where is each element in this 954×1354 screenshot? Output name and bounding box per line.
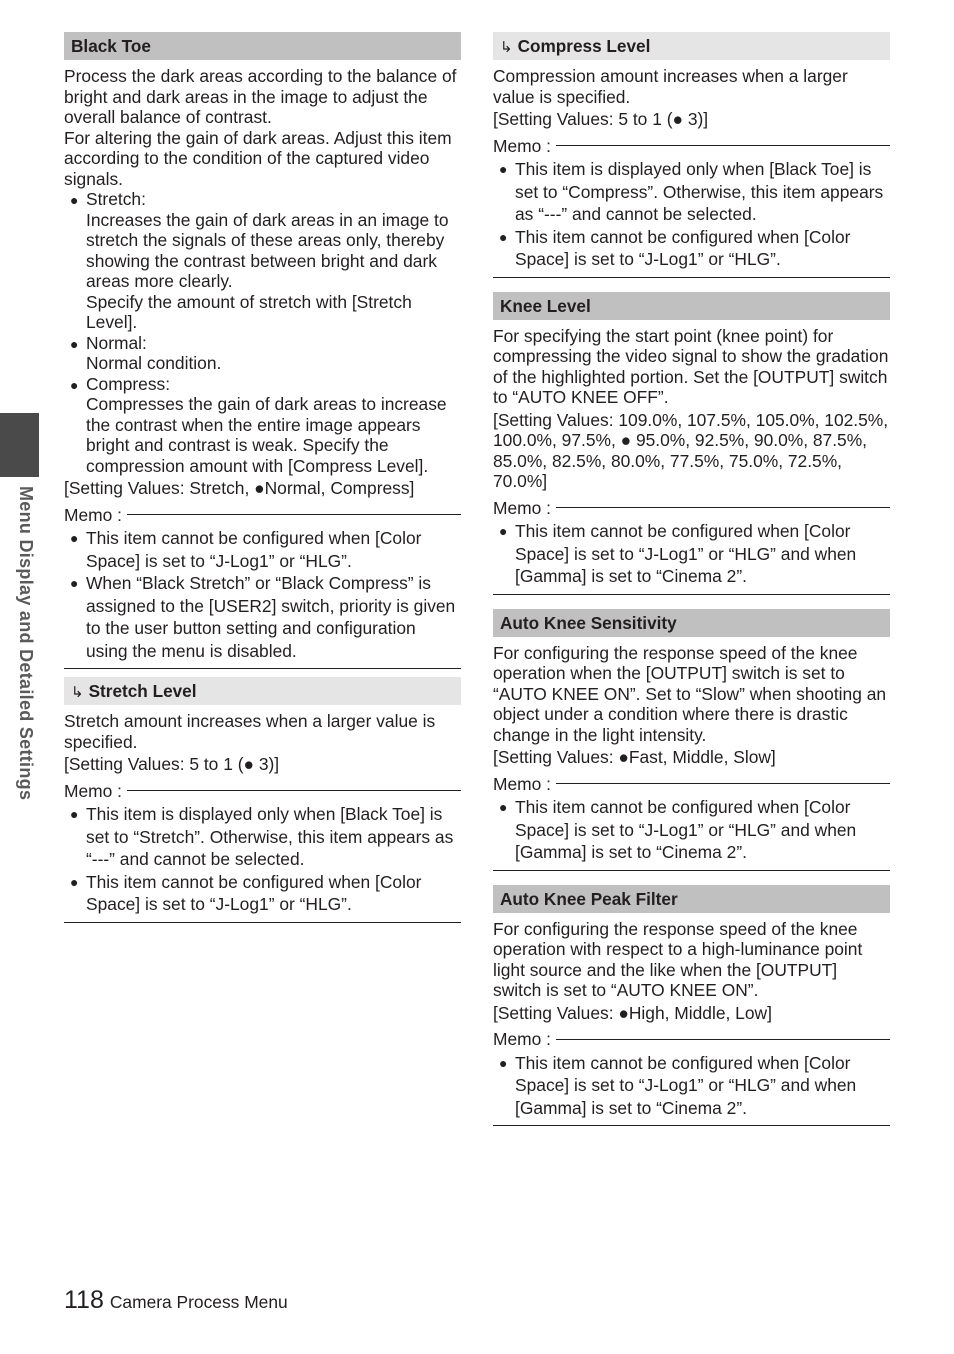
- compress-level-memo: [493, 158, 890, 278]
- bullet-icon: ●: [499, 1054, 508, 1071]
- auto-knee-peak-filter-desc: For configuring the response speed of the knee operation with respect to a high-luminance point light source and the like when the [OUTPUT] switch is set to “AUTO KNEE ON”.: [493, 918, 863, 1000]
- compress-level-title: Compress Level: [517, 36, 651, 56]
- memo-rule: [556, 1039, 890, 1040]
- memo-rule: [127, 790, 461, 791]
- auto-knee-peak-filter-section: [493, 885, 890, 1127]
- memo-rule: [556, 145, 890, 146]
- memo-text: This item cannot be configured when [Color Space] is set to “J-Log1” or “HLG”.: [515, 226, 851, 269]
- bullet-icon: ●: [70, 335, 79, 352]
- memo-item: [64, 572, 461, 662]
- option-extra: Specify the amount of stretch with [Stretch Level].: [86, 291, 412, 332]
- footer-title: Camera Process Menu: [109, 1292, 288, 1312]
- knee-level-memo: [493, 520, 890, 595]
- option-compress: [64, 374, 461, 477]
- page-footer: [64, 1286, 288, 1314]
- memo-label: Memo :: [493, 773, 551, 794]
- auto-knee-peak-filter-memo: [493, 1052, 890, 1127]
- option-desc: Normal condition.: [86, 353, 222, 373]
- compress-level-heading: [493, 32, 890, 60]
- stretch-level-desc: Stretch amount increases when a larger value is specified.: [64, 711, 436, 752]
- black-toe-intro-2: For altering the gain of dark areas. Adjust this item according to the condition of the captured video signals.: [64, 127, 452, 189]
- option-desc: Compresses the gain of dark areas to increase the contrast when the entire image appears bright and contrast is weak. Specify the compression amount with [Compress Level].: [86, 394, 447, 476]
- memo-header: [493, 498, 890, 519]
- black-toe-section: [64, 32, 461, 669]
- bullet-icon: ●: [70, 575, 79, 591]
- option-label: Compress:: [86, 373, 171, 394]
- memo-rule: [556, 507, 890, 508]
- knee-level-section: [493, 292, 890, 595]
- memo-header: [493, 1029, 890, 1050]
- memo-rule: [556, 783, 890, 784]
- side-section-label: Menu Display and Detailed Settings: [16, 486, 36, 801]
- compress-level-setting-values: [Setting Values: 5 to 1 (● 3)]: [493, 109, 709, 129]
- stretch-level-heading: [64, 677, 461, 705]
- black-toe-heading: Black Toe: [64, 32, 461, 60]
- bullet-icon: ●: [70, 873, 79, 890]
- memo-item: [493, 226, 890, 271]
- option-desc: Increases the gain of dark areas in an image to stretch the signals of these areas only, thereby showing the contrast between bright and dark areas more clearly.: [86, 209, 449, 291]
- memo-header: [493, 136, 890, 157]
- bullet-icon: ●: [499, 161, 508, 177]
- sub-item-arrow-icon: ↳: [71, 684, 84, 701]
- auto-knee-sensitivity-setting-values: [Setting Values: ●Fast, Middle, Slow]: [493, 747, 776, 767]
- stretch-level-title: Stretch Level: [88, 681, 197, 701]
- memo-label: Memo :: [493, 1029, 551, 1049]
- bullet-icon: ●: [70, 376, 79, 393]
- memo-text: This item cannot be configured when [Color Space] is set to “J-Log1” or “HLG” and when [Gamma] is set to “Cinema 2”.: [515, 1052, 857, 1118]
- memo-header: [64, 781, 461, 802]
- knee-level-setting-values: [Setting Values: 109.0%, 107.5%, 105.0%, 102.5%, 100.0%, 97.5%, ● 95.0%, 92.5%, 90.0%, 87.5%, 85.0%, 82.5%, 80.0%, 77.5%, 75.0%, 72.5%, 70.0%]: [493, 409, 889, 491]
- memo-label: Memo :: [64, 780, 122, 801]
- memo-text: This item cannot be configured when [Color Space] is set to “J-Log1” or “HLG”.: [86, 528, 422, 571]
- knee-level-desc: For specifying the start point (knee point) for compressing the video signal to show the gradation of the highlighted portion. Set the [OUTPUT] switch to “AUTO KNEE OFF”.: [493, 325, 889, 407]
- auto-knee-sensitivity-desc: For configuring the response speed of the knee operation when the [OUTPUT] switch is set to “AUTO KNEE ON”. Set to “Slow” when shooting an object under a condition where there is drastic change in the light intensity.: [493, 642, 887, 745]
- stretch-level-setting-values: [Setting Values: 5 to 1 (● 3)]: [64, 754, 280, 774]
- auto-knee-sensitivity-memo: [493, 796, 890, 871]
- memo-item: [64, 871, 461, 916]
- option-label: Stretch:: [86, 189, 146, 209]
- memo-text: When “Black Stretch” or “Black Compress” is assigned to the [USER2] switch, priority is given to the user button setting and configuration using the menu is disabled.: [86, 573, 456, 661]
- stretch-level-memo: [64, 803, 461, 923]
- auto-knee-sensitivity-heading: Auto Knee Sensitivity: [493, 609, 890, 637]
- option-label: Normal:: [86, 332, 147, 353]
- memo-text: This item cannot be configured when [Color Space] is set to “J-Log1” or “HLG”.: [86, 871, 422, 914]
- knee-level-heading: Knee Level: [493, 292, 890, 320]
- bullet-icon: ●: [70, 530, 79, 546]
- sub-item-arrow-icon: ↳: [500, 39, 513, 56]
- memo-header: [64, 505, 461, 526]
- side-tab-marker: [0, 413, 39, 477]
- stretch-level-section: [64, 677, 461, 923]
- option-stretch: [64, 189, 461, 333]
- black-toe-memo: [64, 527, 461, 669]
- memo-text: This item is displayed only when [Black Toe] is set to “Stretch”. Otherwise, this item appears as “---” and cannot be selected.: [86, 804, 454, 869]
- left-column: [64, 32, 461, 937]
- memo-rule: [127, 514, 461, 515]
- bullet-icon: ●: [70, 192, 79, 208]
- memo-item: [493, 796, 890, 864]
- memo-item: [64, 803, 461, 871]
- memo-item: [64, 527, 461, 572]
- bullet-icon: ●: [499, 228, 508, 245]
- bullet-icon: ●: [499, 523, 508, 539]
- auto-knee-sensitivity-section: [493, 609, 890, 871]
- memo-text: This item is displayed only when [Black Toe] is set to “Compress”. Otherwise, this item appears as “---” and cannot be selected.: [515, 159, 884, 224]
- compress-level-desc: Compression amount increases when a larger value is specified.: [493, 66, 848, 107]
- page-number: 118: [64, 1286, 104, 1314]
- memo-header: [493, 774, 890, 795]
- memo-label: Memo :: [493, 497, 551, 518]
- bullet-icon: ●: [499, 799, 508, 815]
- auto-knee-peak-filter-heading: Auto Knee Peak Filter: [493, 885, 890, 913]
- memo-label: Memo :: [493, 135, 551, 156]
- memo-text: This item cannot be configured when [Color Space] is set to “J-Log1” or “HLG” and when [Gamma] is set to “Cinema 2”.: [515, 797, 857, 862]
- memo-item: [493, 520, 890, 588]
- black-toe-intro-1: Process the dark areas according to the balance of bright and dark areas in the image to adjust the overall balance of contrast.: [64, 66, 457, 127]
- memo-label: Memo :: [64, 504, 122, 525]
- bullet-icon: ●: [70, 806, 79, 822]
- auto-knee-peak-filter-setting-values: [Setting Values: ●High, Middle, Low]: [493, 1002, 772, 1023]
- memo-item: [493, 158, 890, 226]
- compress-level-section: [493, 32, 890, 278]
- memo-item: [493, 1052, 890, 1120]
- right-column: [493, 32, 890, 1140]
- black-toe-setting-values: [Setting Values: Stretch, ●Normal, Compress]: [64, 478, 415, 498]
- memo-text: This item cannot be configured when [Color Space] is set to “J-Log1” or “HLG” and when [Gamma] is set to “Cinema 2”.: [515, 521, 857, 586]
- option-normal: [64, 333, 461, 374]
